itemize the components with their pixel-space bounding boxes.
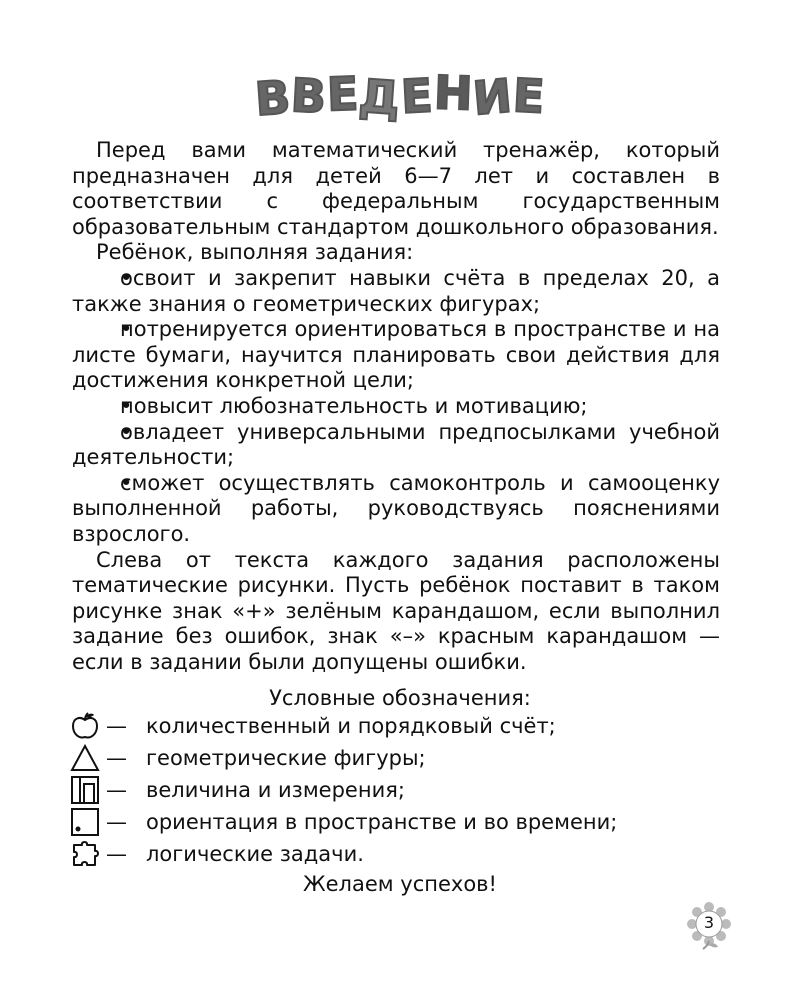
bullet-mark <box>96 394 120 418</box>
title-letter: Е <box>325 66 361 122</box>
bullet-mark <box>96 317 120 341</box>
legend-text: величина и измерения; <box>146 778 405 802</box>
legend-item-logic <box>70 838 730 870</box>
closing-paragraph: Слева от текста каждого задания расположены тематические рисунки. Пусть ребёнок поставит в таком рисунке знак «+» зелёным карандашом, если выполнил задание без ошибок, знак «–» красным карандашом — если в задании были допущены ошибки. <box>72 547 720 674</box>
bullet-text: освоит и закрепит навыки счёта в пределах 20, а также знания о геометрических фигурах; <box>72 265 720 316</box>
title-letter: Е <box>399 68 436 124</box>
bullet-text: сможет осуществлять самоконтроль и самооценку выполненной работы, руководствуясь пояснениями взрослого. <box>72 470 720 546</box>
bullet-item <box>72 394 720 420</box>
triangle-icon <box>70 742 106 774</box>
legend-title: Условные обозначения: <box>269 686 531 710</box>
title-letter: И <box>471 68 516 126</box>
bullet-mark <box>96 471 120 495</box>
legend-dash: — <box>106 778 127 802</box>
closing-wish: Желаем успехов! <box>303 872 497 896</box>
legend-text: геометрические фигуры; <box>146 746 426 770</box>
legend-item-measurement <box>70 774 730 806</box>
legend-dash: — <box>106 842 127 866</box>
intro-paragraph: Ребёнок, выполняя задания: <box>96 240 414 265</box>
introduction-text <box>72 138 720 675</box>
bullet-item <box>72 420 720 471</box>
title-letter: В <box>289 68 329 124</box>
legend-item-orientation <box>70 806 730 838</box>
dot-in-square-icon <box>70 806 106 838</box>
page-number: 3 <box>703 913 715 932</box>
title-letter: Н <box>432 65 475 121</box>
legend-dash: — <box>106 810 127 834</box>
legend-text: логические задачи. <box>146 842 364 866</box>
title-letter: Е <box>511 68 547 124</box>
legend-item-geometry <box>70 742 730 774</box>
bullet-item <box>72 266 720 317</box>
page-number-badge <box>686 902 732 950</box>
measure-rectangles-icon <box>70 774 106 806</box>
bullet-item <box>72 471 720 548</box>
legend-text: ориентация в пространстве и во времени; <box>146 810 618 834</box>
bullet-text: повысит любознательность и мотивацию; <box>120 393 588 418</box>
puzzle-piece-icon <box>70 838 106 870</box>
bullet-text: овладеет универсальными предпосылками учебной деятельности; <box>72 419 720 470</box>
intro-paragraph: Перед вами математический тренажёр, который предназначен для детей 6—7 лет и составлен в соответствии с федеральным государственным образовательным стандартом дошкольного образования. <box>72 138 720 239</box>
bullet-item <box>72 317 720 394</box>
apple-icon <box>70 710 106 742</box>
bullet-mark <box>96 266 120 290</box>
legend-dash: — <box>106 714 127 738</box>
page-title <box>0 66 800 126</box>
title-letter: Д <box>357 68 404 126</box>
legend <box>70 710 730 870</box>
legend-text: количественный и порядковый счёт; <box>146 714 556 738</box>
legend-item-counting <box>70 710 730 742</box>
bullet-mark <box>96 420 120 444</box>
title-letter: В <box>253 69 293 127</box>
legend-dash: — <box>106 746 127 770</box>
bullet-text: потренируется ориентироваться в пространстве и на листе бумаги, научится планировать свои действия для достижения конкретной цели; <box>72 317 720 393</box>
